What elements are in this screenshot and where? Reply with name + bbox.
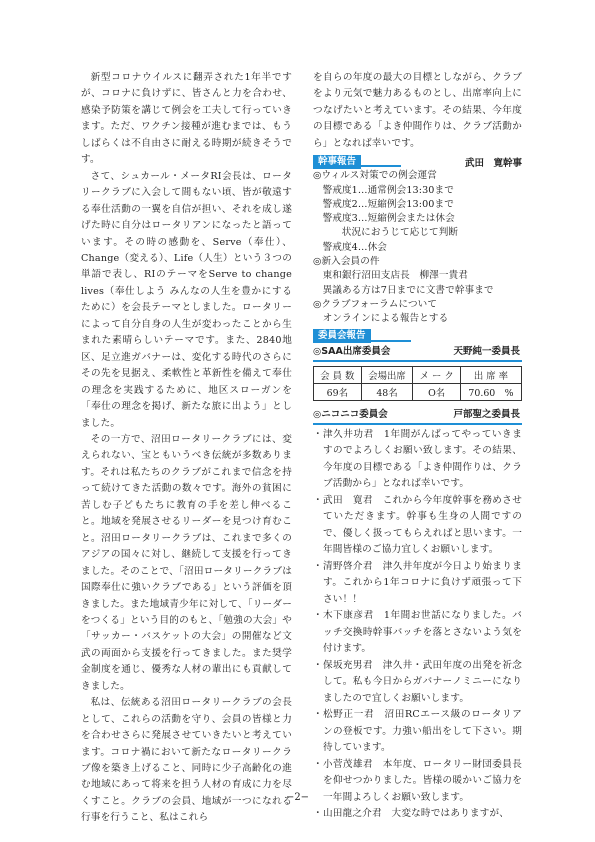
kanji-report-line: 異議ある方は7日までに文書で幹事まで	[322, 284, 494, 296]
kanji-report-line: 東和銀行沼田支店長 柳澤一貴君	[322, 270, 468, 282]
section-underline	[361, 165, 401, 167]
kanji-report-line: 警戒度4…休会	[322, 241, 387, 253]
list-item-text: 小菅茂雄君 本年度、ロータリー財団委員長を仰せつかりました。皆様の暖かいご協力を一年間よろしくお願い致します。	[323, 758, 522, 803]
table-header-cell: 会場出席	[361, 366, 413, 383]
section-tag: 委員会報告	[313, 329, 371, 343]
nico-committee-heading	[313, 407, 522, 422]
table-cell: O名	[413, 383, 461, 400]
section-tag: 幹事報告	[313, 155, 361, 169]
committee-chair: 天野純一委員長	[453, 345, 520, 357]
committee-chair: 戸部聖之委員長	[453, 408, 520, 420]
heading-rule	[313, 360, 522, 362]
section-underline	[371, 340, 411, 342]
list-item-text: 武田 寛君 これから今年度幹事を務めさせていただきます。幹事も生身の人間ですので、優しく扱ってもらえればと思います。一年間皆様のご協力宜しくお願いします。	[323, 494, 522, 556]
right-column	[313, 70, 522, 823]
table-header-row	[314, 366, 522, 383]
nico-message-list	[313, 427, 522, 823]
left-column	[81, 70, 292, 827]
committee-report-header	[313, 329, 522, 344]
kanji-report-line: 警戒度1…通常例会13:30まで	[322, 184, 454, 196]
list-item-text: 山田龍之介君 大変な時ではありますが、	[323, 808, 510, 820]
secretary-name: 武田 寛幹事	[464, 157, 522, 169]
list-item	[313, 608, 522, 658]
saa-committee-heading	[313, 344, 522, 359]
kanji-report-line: 警戒度3…短縮例会または休会	[322, 213, 455, 225]
committee-title: ◎ニコニコ委員会	[313, 408, 388, 420]
committee-title: ◎SAA出席委員会	[313, 345, 391, 357]
paragraph: さて、シュカール・メータRI会長は、ロータリークラブに入会して間もない頃、皆が敬遠する奉仕活動の一翼を自信が担い、それを成し遂げた時に自分はロータリアンになったと語っています。その時の感動を、Serve（奉仕）、Change（変える）、Life（人生）という３つの単語で表し、RIのテーマをServe to change lives（奉仕しよう みんなの人生を豊かにするために）を会長テーマとしました。ロータリーによって自分自身の人生が変わったことから生まれた素晴らしいテーマです。また、2840地区、足立進ガバナーは、変化する時代のさらにその先を見据え、柔軟性と革新性を備えて奉仕の理念を実践するために、地区スローガンを「奉仕の理念を掲げ、新たな旅に出よう」としました。	[81, 170, 292, 429]
kanji-report-header	[313, 154, 522, 169]
list-item-text: 木下康彦君 1年間お世話になりました。バッチ交換時幹事バッチを落とさないよう気を付けます。	[323, 610, 522, 655]
heading-rule	[313, 423, 522, 425]
list-item	[313, 493, 522, 559]
kanji-report-line: オンラインによる報告とする	[322, 313, 449, 325]
list-item	[313, 427, 522, 493]
table-header-cell: メ ー ク	[413, 366, 461, 383]
bullet-icon: ・	[313, 808, 323, 820]
list-item	[313, 806, 522, 823]
bullet-icon: ・	[313, 428, 323, 440]
paragraph: 私は、伝統ある沼田ロータリークラブの会長として、これらの活動を守り、会員の皆様と力を合わせさらに発展させていきたいと考えています。コロナ禍において新たなロータリークラブ像を築き上げること、同時に少子高齢化の進む地域にあって将来を担う人材の育成に力を尽くすこと。クラブの会員、地域が一つになれる行事を行うこと、私はこれら	[81, 697, 292, 824]
list-item-text: 津久井功君 1年間がんばってやっていきますのでよろしくお願い致します。その結果、今年度の目標である「よき仲間作りは、クラブ活動から」となれば幸いです。	[323, 428, 522, 490]
paragraph: その一方で、沼田ロータリークラブには、変えられない、宝ともいうべき伝統が多数あります。それは私たちのクラブがこれまで信念を持って続けてきた活動の数々です。海外の貧困に苦しむ子どもたちに教育の手を差し伸べること。地域を発展させるリーダーを見つけ育むこと。沼田ロータリークラブは、これまで多くのアジアの国々に対し、継続して支援を行ってきました。そのことで、「沼田ロータリークラブは国際奉仕に強いクラブである」という評価を頂きました。また地域青少年に対して、「リーダーをつくる」という目的のもと、「勉強の大会」や「サッカー・バスケットの大会」の開催など文武の両面から支援を行ってきました。また奨学金制度を通じ、優秀な人材の輩出にも貢献してきました。	[81, 433, 292, 692]
list-item	[313, 707, 522, 757]
paragraph: を自らの年度の最大の目標としながら、クラブをより元気で魅力あるものとし、出席率向上につなげたいと考えています。その結果、今年度の目標である「よき仲間作りは、クラブ活動から」となれば幸いです。	[313, 72, 522, 149]
kanji-report-line: ◎クラブフォーラムについて	[313, 298, 438, 310]
list-item-text: 松野正一君 沼田RCエース級のロータリアンの登板です。力強い船出をして下さい。期待しています。	[323, 709, 522, 754]
bullet-icon: ・	[313, 758, 323, 770]
table-row	[314, 383, 522, 400]
bullet-icon: ・	[313, 610, 323, 622]
kanji-report-line: ◎ウィルス対策での例会運営	[313, 170, 437, 182]
table-cell: 48名	[361, 383, 413, 400]
bullet-icon: ・	[313, 659, 323, 671]
paragraph: 新型コロナウイルスに翻弄された1年半ですが、コロナに負けずに、皆さんと力を合わせ、感染予防策を講じて例会を工夫して行っていきます。ただ、ワクチン接種が進むまでは、もうしばらくは不自由さに耐える時期が続きそうです。	[81, 72, 292, 166]
bullet-icon: ・	[313, 560, 323, 572]
kanji-report-line: ◎新入会員の件	[313, 256, 380, 268]
table-header-cell: 出 席 率	[460, 366, 521, 383]
kanji-report-line: 警戒度2…短縮例会13:00まで	[322, 198, 454, 210]
list-item-text: 清野啓介君 津久井年度が今日より始まります。これから1年コロナに負けず頑張って下さい！！	[323, 560, 522, 605]
kanji-report-line: 状況におうじて応じて判断	[341, 227, 459, 239]
bullet-icon: ・	[313, 494, 323, 506]
table-cell: 70.60 %	[460, 383, 521, 400]
list-item	[313, 658, 522, 708]
table-header-cell: 会 員 数	[314, 366, 362, 383]
attendance-table	[313, 366, 522, 401]
kanji-report-list	[313, 169, 522, 326]
list-item-text: 保坂充男君 津久井・武田年度の出発を祈念して。私も今日からガバナーノミニーになりましたので宜しくお願いします。	[323, 659, 522, 704]
page-number: −2−	[285, 792, 310, 803]
bullet-icon: ・	[313, 709, 323, 721]
table-cell: 69名	[314, 383, 362, 400]
list-item	[313, 559, 522, 609]
